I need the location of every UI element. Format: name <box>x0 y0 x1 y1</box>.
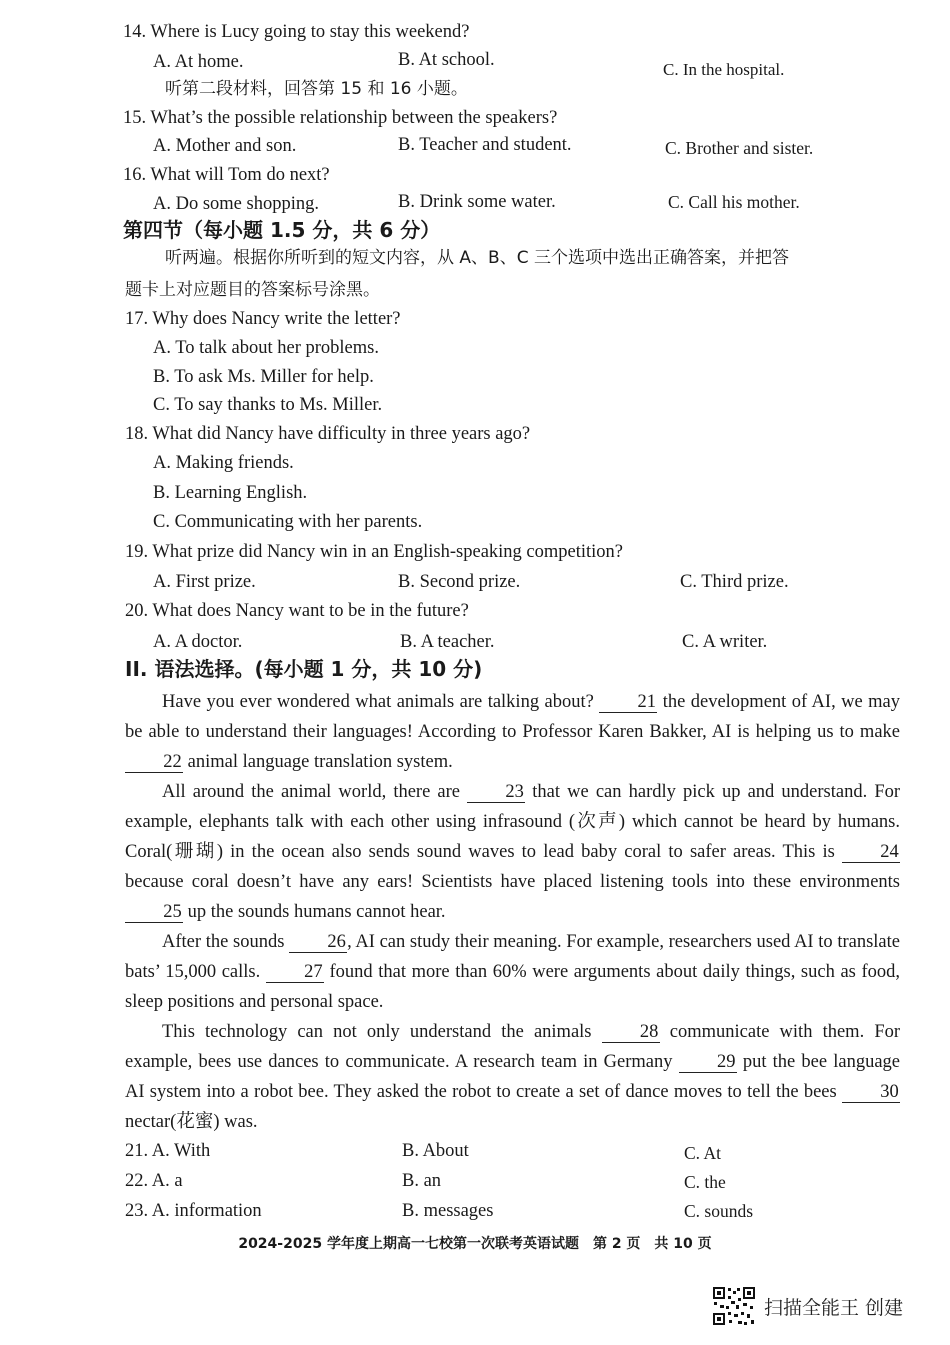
blank-28: 28 <box>602 1022 660 1043</box>
blank-27: 27 <box>266 962 324 983</box>
blank-25: 25 <box>125 902 183 923</box>
q22-option-b: B. an <box>402 1171 442 1191</box>
q23-option-c: C. sounds <box>684 1201 754 1221</box>
blank-29: 29 <box>679 1052 737 1073</box>
p3-text-1: After the sounds <box>162 932 285 952</box>
q21-option-c: C. At <box>684 1143 721 1163</box>
q18-option-c: C. Communicating with her parents. <box>153 512 423 532</box>
q23-option-b: B. messages <box>402 1201 494 1221</box>
q22-option-c: C. the <box>684 1172 726 1192</box>
blank-22: 22 <box>125 752 183 773</box>
blank-21: 21 <box>599 692 657 713</box>
passage-paragraph-2 <box>125 777 900 927</box>
q17-option-b: B. To ask Ms. Miller for help. <box>153 367 374 387</box>
q18-option-a: A. Making friends. <box>153 453 294 473</box>
grammar-section-title: II. 语法选择。(每小题 1 分，共 10 分) <box>125 657 483 681</box>
q18-option-b: B. Learning English. <box>153 483 308 503</box>
p2-text-2: that we can hardly pick up and understand. For example, elephants talk with each other using infrasound (次声) which cannot be heard by humans. Coral(珊瑚) in the ocean also sends sound waves to lead baby coral to safer areas. This is <box>125 782 901 862</box>
p2-text-1: All around the animal world, there are <box>162 782 461 802</box>
q14-option-a: A. At home. <box>153 52 244 72</box>
page-footer: 2024-2025 学年度上期高一七校第一次联考英语试题 第 2 页 共 10 页 <box>238 1236 712 1252</box>
q19-option-a: A. First prize. <box>153 572 256 592</box>
q17-option-c: C. To say thanks to Ms. Miller. <box>153 395 383 415</box>
question-16-stem: 16. What will Tom do next? <box>123 165 330 185</box>
q15-option-a: A. Mother and son. <box>153 136 297 156</box>
q15-option-b: B. Teacher and student. <box>398 135 572 155</box>
q20-option-b: B. A teacher. <box>400 632 495 652</box>
question-17-stem: 17. Why does Nancy write the letter? <box>125 309 401 329</box>
q16-option-b: B. Drink some water. <box>398 192 556 212</box>
question-15-stem: 15. What’s the possible relationship between the speakers? <box>123 108 558 128</box>
q16-option-a: A. Do some shopping. <box>153 194 319 214</box>
q17-option-a: A. To talk about her problems. <box>153 338 379 358</box>
q20-option-c: C. A writer. <box>682 632 768 652</box>
p4-text-3: put the bee language AI system into a robot bee. They asked the robot to create a set of dance moves to tell the bees <box>125 1052 901 1102</box>
p2-text-3: because coral doesn’t have any ears! Scientists have placed listening tools into these environments <box>125 872 900 892</box>
p4-text-4: nectar(花蜜) was. <box>125 1112 258 1132</box>
q21-option-b: B. About <box>402 1141 469 1161</box>
q15-option-c: C. Brother and sister. <box>665 138 814 158</box>
blank-26: 26 <box>289 932 347 953</box>
p4-text-2: communicate with them. For example, bees use dances to communicate. A research team in Germany <box>125 1022 901 1072</box>
blank-24: 24 <box>842 842 900 863</box>
scanner-watermark <box>712 1286 903 1326</box>
question-14-stem: 14. Where is Lucy going to stay this weekend? <box>123 22 470 42</box>
blank-23: 23 <box>467 782 525 803</box>
passage-paragraph-4 <box>125 1017 900 1137</box>
blank-30: 30 <box>842 1082 900 1103</box>
q22-option-a: 22. A. a <box>125 1171 183 1191</box>
part2-instruction: 听第二段材料，回答第 15 和 16 小题。 <box>165 79 468 99</box>
question-18-stem: 18. What did Nancy have difficulty in three years ago? <box>125 424 531 444</box>
section-4-instruction-2: 题卡上对应题目的答案标号涂黑。 <box>125 280 380 300</box>
p1-text-1: Have you ever wondered what animals are talking about? <box>162 692 594 712</box>
scanner-label: 扫描全能王 创建 <box>764 1296 904 1319</box>
q14-option-c: C. In the hospital. <box>663 60 785 79</box>
section-4-instruction-1: 听两遍。根据你所听到的短文内容，从 A、B、C 三个选项中选出正确答案，并把答 <box>165 248 789 268</box>
p3-text-3: found that more than 60% were arguments about daily things, such as food, sleep positions and personal space. <box>125 962 901 1012</box>
p3-text-2: , AI can study their meaning. For example, researchers used AI to translate bats’ 15,000 calls. <box>125 932 900 982</box>
p2-text-4: up the sounds humans cannot hear. <box>187 902 446 922</box>
q21-option-a: 21. A. With <box>125 1141 211 1161</box>
q16-option-c: C. Call his mother. <box>668 192 800 212</box>
q19-option-c: C. Third prize. <box>680 572 789 592</box>
p1-text-3: animal language translation system. <box>187 752 453 772</box>
p4-text-1: This technology can not only understand the animals <box>162 1022 592 1042</box>
q20-option-a: A. A doctor. <box>153 632 243 652</box>
q23-option-a: 23. A. information <box>125 1201 262 1221</box>
question-20-stem: 20. What does Nancy want to be in the future? <box>125 601 469 621</box>
question-19-stem: 19. What prize did Nancy win in an English-speaking competition? <box>125 542 624 562</box>
p1-text-2: the development of AI, we may be able to understand their languages! According to Professor Karen Bakker, AI is helping us to make <box>125 692 900 742</box>
q19-option-b: B. Second prize. <box>398 572 521 592</box>
section-4-title: 第四节（每小题 1.5 分，共 6 分） <box>123 218 441 242</box>
passage-paragraph-3 <box>125 927 900 1017</box>
qr-code-icon <box>712 1286 756 1326</box>
q14-option-b: B. At school. <box>398 50 495 70</box>
passage-paragraph-1 <box>125 687 900 777</box>
